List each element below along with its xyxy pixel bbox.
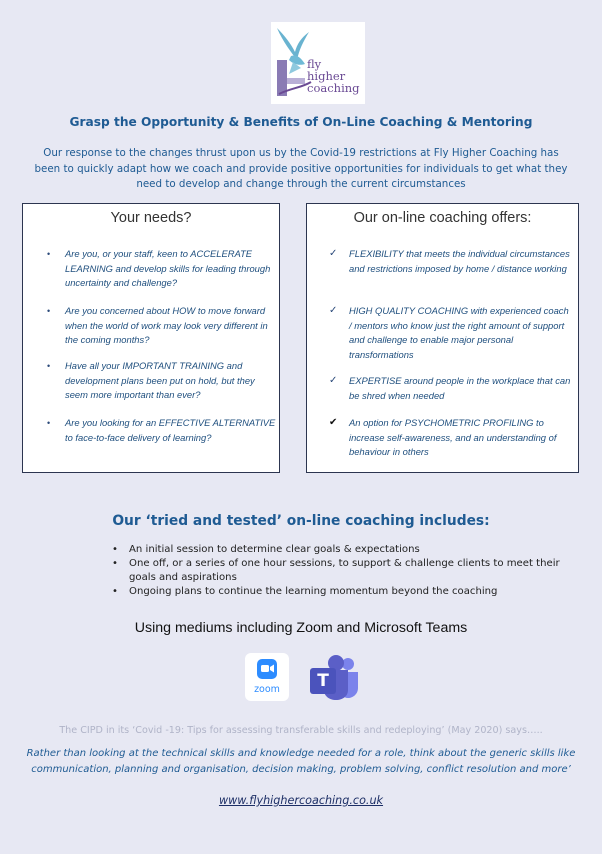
coaching-offers-box	[306, 203, 579, 473]
cipd-quote: Rather than looking at the technical skills and knowledge needed for a role, think about the generic skills like communication, planning and organisation, decision making, problem solving, conflict resolution and more’	[26, 748, 576, 775]
checkmark-icon: ✔	[329, 417, 338, 428]
logo-text-fly: fly	[307, 57, 322, 71]
checkmark-icon: ✓	[329, 305, 338, 316]
needs-item-text: Are you, or your staff, keen to ACCELERATE LEARNING and develop skills for leading through uncertainty and challenge?	[65, 248, 271, 288]
offers-item-text: FLEXIBILITY that meets the individual circumstances and restrictions imposed by home / distance working	[349, 248, 570, 274]
needs-item	[47, 247, 277, 291]
includes-item-text: Ongoing plans to continue the learning momentum beyond the coaching	[129, 586, 498, 597]
your-needs-box	[22, 203, 280, 473]
teams-letter: T	[317, 671, 329, 691]
needs-item	[47, 416, 277, 445]
offers-item	[329, 416, 573, 460]
coaching-offers-title: Our on-line coaching offers:	[353, 210, 532, 226]
bullet-icon: •	[112, 558, 118, 569]
includes-item	[112, 585, 582, 599]
includes-item-text: One off, or a series of one hour sessions, to support & challenge clients to meet their goals and aspirations	[129, 558, 560, 583]
zoom-logo-icon	[245, 653, 289, 701]
includes-item	[112, 543, 582, 557]
bullet-icon: •	[47, 249, 51, 259]
bullet-icon: •	[112, 586, 118, 597]
includes-item-text: An initial session to determine clear goals & expectations	[129, 544, 420, 555]
needs-item-text: Are you concerned about HOW to move forward when the world of work may look very different in the coming months?	[65, 305, 268, 345]
offers-item	[329, 374, 573, 403]
intro-paragraph: Our response to the changes thrust upon us by the Covid-19 restrictions at Fly Higher Coaching has been to quickly adapt how we coach and provide positive opportunities for individuals to get what they need to develop and change through the current circumstances	[34, 147, 568, 190]
website-link[interactable]: www.flyhighercoaching.co.uk	[218, 794, 384, 807]
checkmark-icon: ✓	[329, 375, 338, 386]
mediums-text: Using mediums including Zoom and Microsoft Teams	[134, 620, 468, 636]
bullet-icon: •	[47, 418, 51, 428]
includes-item	[112, 557, 582, 585]
fly-higher-coaching-logo	[271, 22, 365, 104]
cipd-reference: The CIPD in its ‘Covid -19: Tips for assessing transferable skills and redeploying’ (May 2020) says…..	[59, 725, 543, 736]
your-needs-title: Your needs?	[110, 210, 192, 226]
zoom-label: zoom	[254, 684, 280, 695]
needs-item-text: Are you looking for an EFFECTIVE ALTERNATIVE to face-to-face delivery of learning?	[65, 417, 276, 443]
needs-item-text: Have all your IMPORTANT TRAINING and development plans been put on hold, but they seem more important than ever?	[65, 360, 255, 400]
logo-text-coaching: coaching	[307, 81, 360, 95]
offers-item-text: EXPERTISE around people in the workplace that can be shred when needed	[349, 375, 571, 401]
bullet-icon: •	[112, 544, 118, 555]
offers-item-text: HIGH QUALITY COACHING with experienced coach / mentors who know just the right amount of support and challenge to enable major personal transformations	[349, 305, 569, 360]
checkmark-icon: ✓	[329, 248, 338, 259]
includes-title: Our ‘tried and tested’ on-line coaching includes:	[112, 513, 490, 529]
needs-item	[47, 359, 277, 403]
offers-item	[329, 247, 573, 276]
offers-item	[329, 304, 573, 362]
includes-list	[112, 543, 582, 599]
page-title: Grasp the Opportunity & Benefits of On-Line Coaching & Mentoring	[69, 115, 533, 129]
needs-item	[47, 304, 277, 348]
microsoft-teams-logo-icon	[308, 654, 360, 702]
offers-item-text: An option for PSYCHOMETRIC PROFILING to increase self-awareness, and an understanding of behaviour in others	[349, 417, 557, 457]
logo-text-higher: higher	[307, 69, 346, 83]
bullet-icon: •	[47, 306, 51, 316]
bullet-icon: •	[47, 361, 51, 371]
